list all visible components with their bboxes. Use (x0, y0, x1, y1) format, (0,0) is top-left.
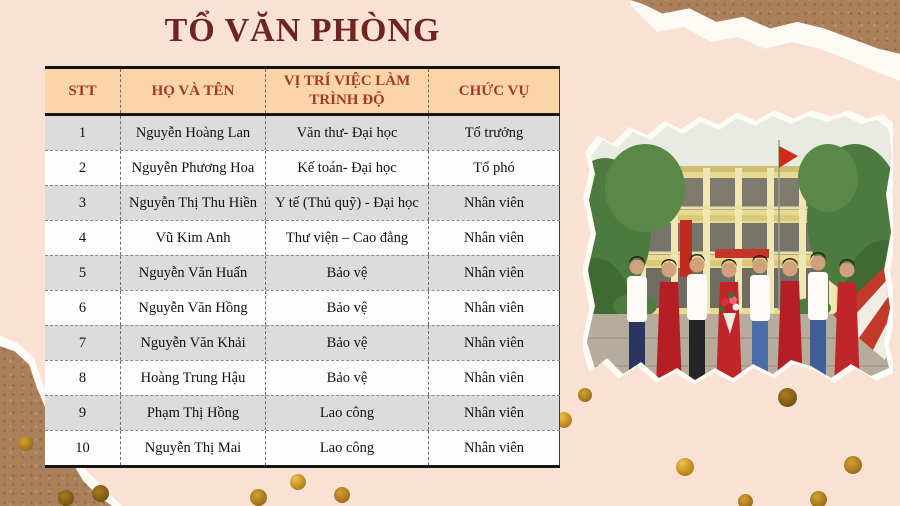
cell-position: Thư viện – Cao đẳng (265, 221, 428, 255)
gold-dot (18, 436, 33, 451)
table-row (45, 255, 560, 290)
cell-stt: 1 (78, 124, 87, 141)
cell-role: Tổ trưởng (428, 116, 560, 150)
cell-stt: 4 (78, 229, 87, 246)
table-body (45, 116, 560, 465)
red-vertical-banner (680, 220, 692, 277)
header-position: VỊ TRÍ VIỆC LÀM TRÌNH ĐỘ (265, 69, 428, 113)
cell-name: Nguyễn Văn Hồng (120, 291, 265, 325)
cell-position: Bảo vệ (265, 361, 428, 395)
cell-stt: 9 (78, 404, 87, 421)
gold-dot (92, 485, 109, 502)
gold-dot (250, 489, 267, 506)
cell-position: Bảo vệ (265, 291, 428, 325)
cell-name: Nguyễn Thị Thu Hiền (120, 186, 265, 220)
cell-role: Nhân viên (428, 361, 560, 395)
cell-name: Nguyễn Văn Khải (120, 326, 265, 360)
cell-name: Nguyễn Văn Huấn (120, 256, 265, 290)
cell-position: Lao công (265, 431, 428, 465)
team-photo (583, 110, 893, 402)
cell-role: Nhân viên (428, 396, 560, 430)
table-row (45, 150, 560, 185)
table-header-row (45, 69, 560, 116)
cell-position: Văn thư- Đại học (265, 116, 428, 150)
cell-position: Y tế (Thủ quỹ) - Đại học (265, 186, 428, 220)
gold-dot (334, 487, 350, 503)
cell-role: Nhân viên (428, 431, 560, 465)
table-row (45, 116, 560, 150)
cell-name: Nguyễn Hoàng Lan (120, 116, 265, 150)
person-man (808, 252, 828, 395)
table-row (45, 430, 560, 465)
gold-dot (676, 458, 694, 476)
table-row (45, 325, 560, 360)
gold-dot (738, 494, 753, 506)
cell-role: Nhân viên (428, 326, 560, 360)
cell-stt: 8 (78, 369, 87, 386)
slide-title: TỔ VĂN PHÒNG (164, 12, 441, 49)
cell-name: Nguyễn Thị Mai (120, 431, 265, 465)
cell-stt: 3 (78, 194, 87, 211)
gold-dot (810, 491, 827, 506)
cell-role: Nhân viên (428, 186, 560, 220)
cell-stt: 5 (78, 264, 87, 281)
person-man (687, 254, 707, 395)
gold-dot (58, 490, 74, 506)
cell-role: Nhân viên (428, 221, 560, 255)
table-row (45, 395, 560, 430)
cell-stt: 10 (75, 439, 90, 456)
table-row (45, 220, 560, 255)
red-center-banner (715, 249, 769, 258)
person-man (627, 256, 647, 395)
cell-name: Hoàng Trung Hậu (120, 361, 265, 395)
cell-stt: 7 (78, 334, 87, 351)
cell-position: Bảo vệ (265, 326, 428, 360)
cell-position: Kế toán- Đại học (265, 151, 428, 185)
gold-dot (844, 456, 862, 474)
table-row (45, 185, 560, 220)
cell-role: Nhân viên (428, 256, 560, 290)
cell-role: Tổ phó (428, 151, 560, 185)
cell-stt: 2 (78, 159, 87, 176)
header-stt: STT (68, 82, 97, 99)
cell-role: Nhân viên (428, 291, 560, 325)
table-row (45, 290, 560, 325)
cell-name: Nguyễn Phương Hoa (120, 151, 265, 185)
cell-name: Phạm Thị Hồng (120, 396, 265, 430)
cell-position: Lao công (265, 396, 428, 430)
cell-stt: 6 (78, 299, 87, 316)
staff-table (45, 66, 560, 468)
cell-position: Bảo vệ (265, 256, 428, 290)
header-name: HỌ VÀ TÊN (120, 69, 265, 113)
header-role: CHỨC VỤ (428, 69, 560, 113)
table-row (45, 360, 560, 395)
cell-name: Vũ Kim Anh (120, 221, 265, 255)
gold-dot (290, 474, 306, 490)
